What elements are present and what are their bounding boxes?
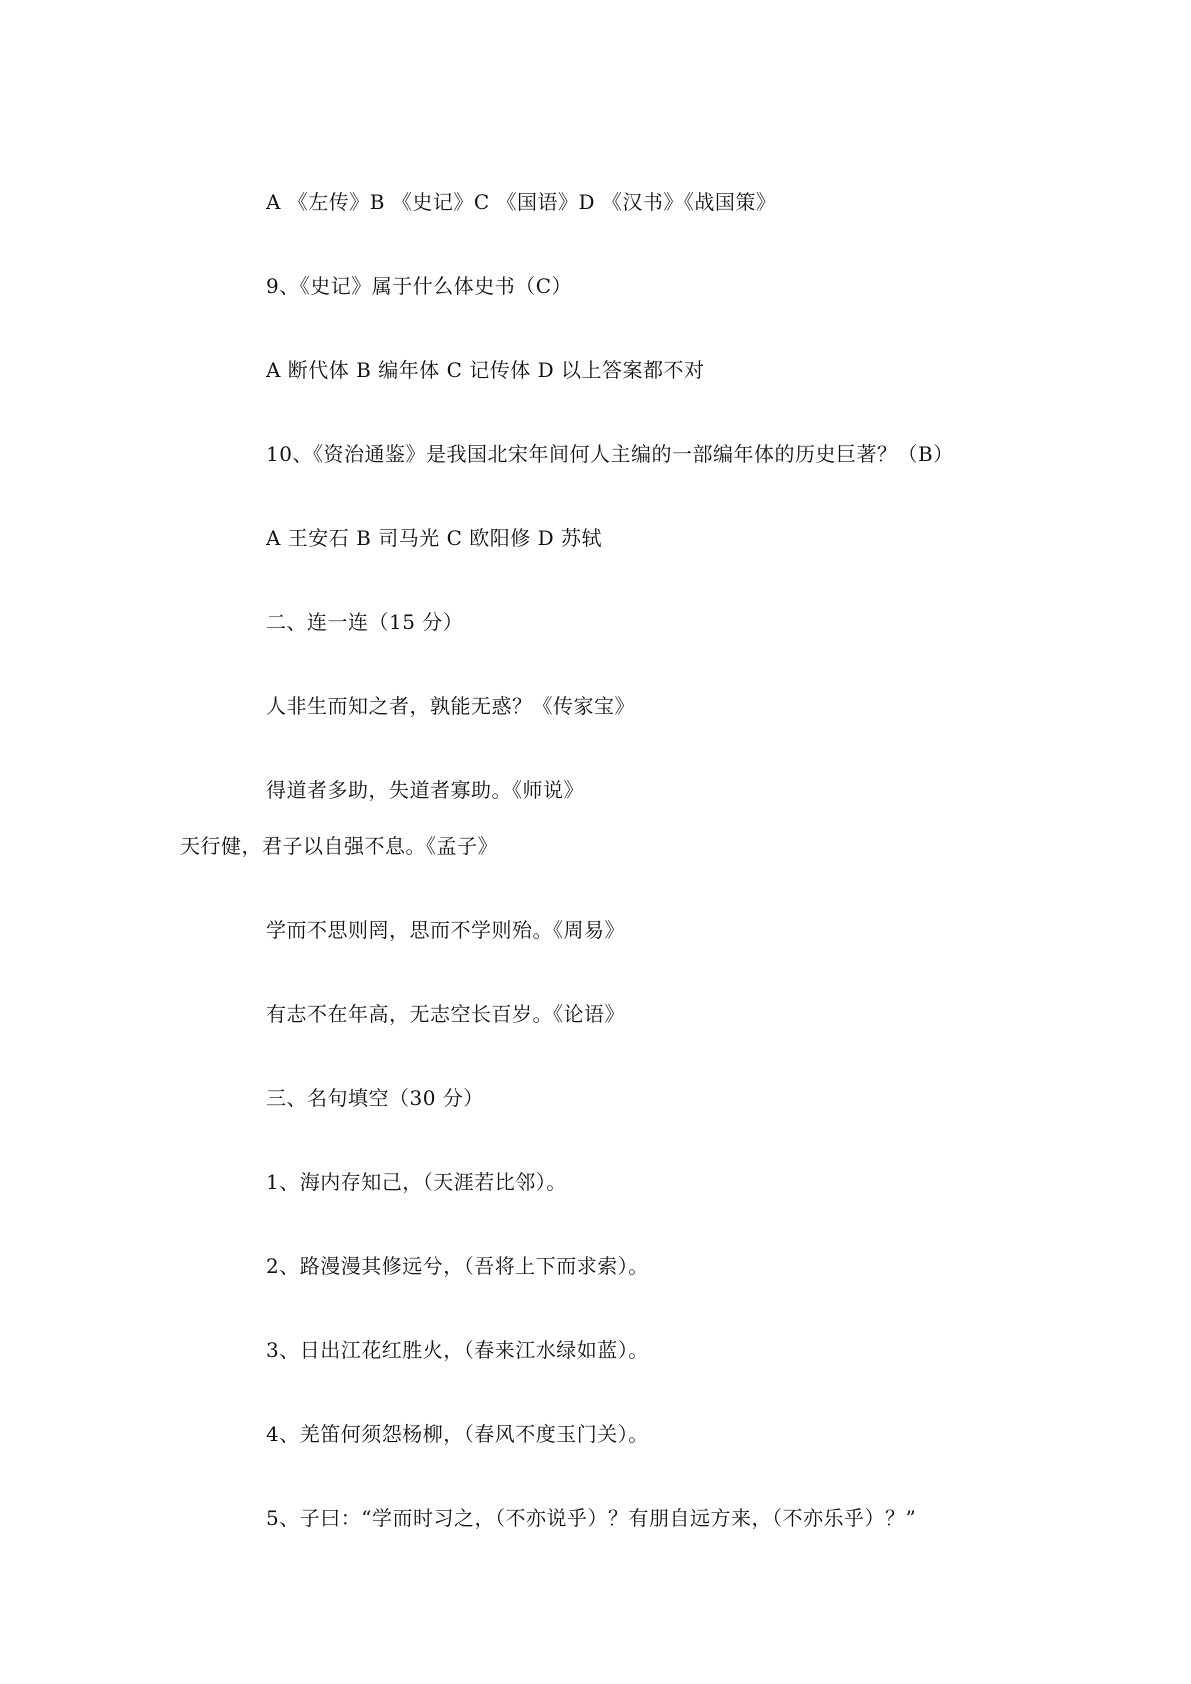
matching-item-2: 得道者多助，失道者寡助。《师说》 xyxy=(266,778,584,802)
section-heading-fill-in: 三、名句填空（30 分） xyxy=(266,1086,484,1110)
matching-item-4: 学而不思则罔，思而不学则殆。《周易》 xyxy=(266,918,625,942)
matching-item-1: 人非生而知之者，孰能无惑？《传家宝》 xyxy=(266,694,635,718)
section-heading-matching: 二、连一连（15 分） xyxy=(266,610,464,634)
matching-item-3: 天行健，君子以自强不息。《孟子》 xyxy=(180,834,498,858)
fill-in-item-3: 3、日出江花红胜火，（春来江水绿如蓝）。 xyxy=(266,1338,649,1362)
fill-in-item-4: 4、羌笛何须怨杨柳，（春风不度玉门关）。 xyxy=(266,1422,649,1446)
option-line-q10: A 王安石 B 司马光 C 欧阳修 D 苏轼 xyxy=(266,526,602,550)
matching-item-5: 有志不在年高，无志空长百岁。《论语》 xyxy=(266,1002,625,1026)
option-line-q8: A 《左传》B 《史记》C 《国语》D 《汉书》《战国策》 xyxy=(266,190,777,214)
question-10: 10、《资治通鉴》是我国北宋年间何人主编的一部编年体的历史巨著？（B） xyxy=(266,442,954,466)
fill-in-item-5: 5、子曰：“学而时习之，（不亦说乎）？有朋自远方来，（不亦乐乎）？” xyxy=(266,1506,917,1530)
fill-in-item-2: 2、路漫漫其修远兮，（吾将上下而求索）。 xyxy=(266,1254,649,1278)
fill-in-item-1: 1、海内存知己，（天涯若比邻）。 xyxy=(266,1170,567,1194)
question-9: 9、《史记》属于什么体史书（C） xyxy=(266,274,573,298)
option-line-q9: A 断代体 B 编年体 C 记传体 D 以上答案都不对 xyxy=(266,358,705,382)
